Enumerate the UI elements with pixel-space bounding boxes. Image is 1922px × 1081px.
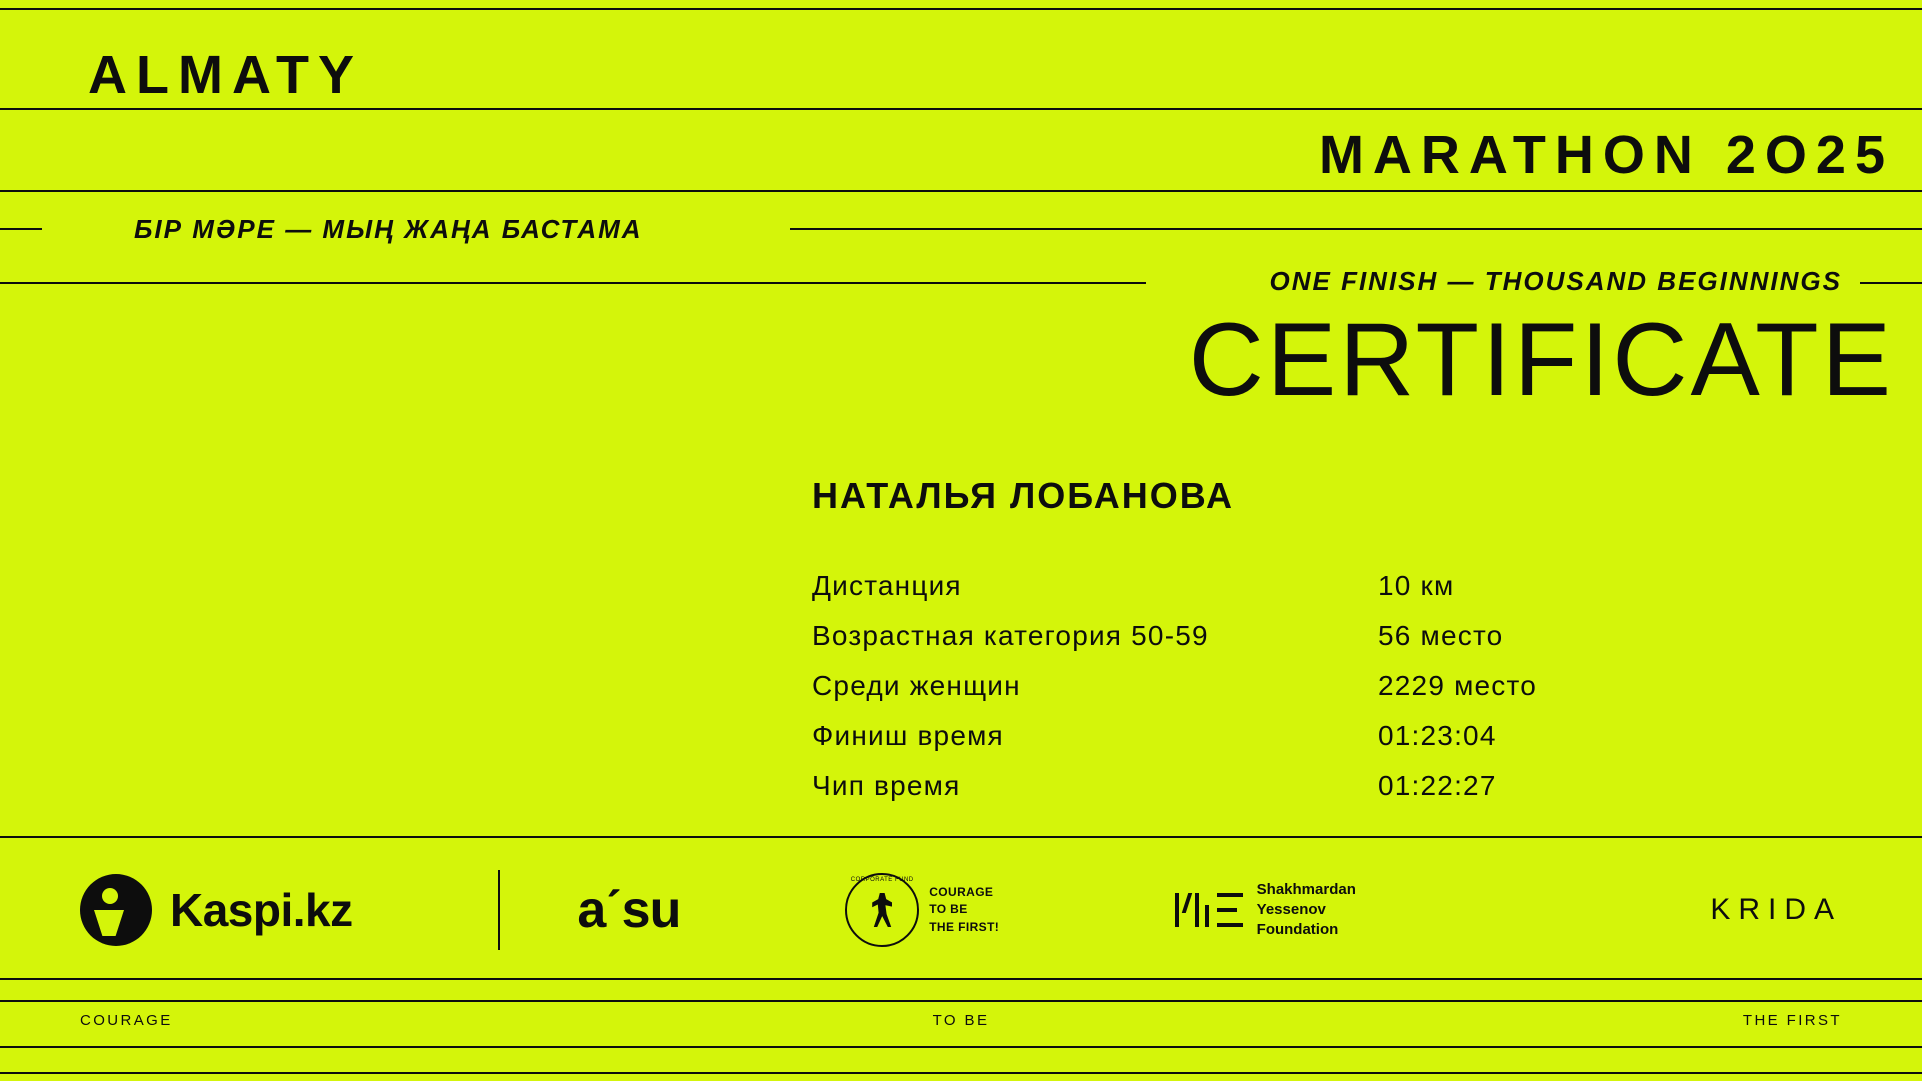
runner-figure-icon [872,893,892,927]
shakhmardan-line-2: Yessenov [1256,901,1326,919]
page-title: CERTIFICATE [1188,302,1894,418]
result-value: 01:22:27 [1378,770,1497,801]
yessenov-logo-icon [1175,887,1245,933]
sponsor-shakhmardan-label [1257,880,1356,939]
divider-line [0,1046,1922,1048]
result-value: 2229 место [1378,670,1537,701]
divider-line [0,190,1922,192]
table-row [812,622,1612,672]
sponsor-courage-label [929,884,999,936]
shakhmardan-line-1: Shakhmardan [1256,881,1356,899]
footer-right: THE FIRST [1742,1012,1842,1029]
sponsor-asu [500,840,759,980]
table-row [812,722,1612,772]
courage-line-1: COURAGE [929,884,994,899]
tagline-kz: БІР МӘРЕ — МЫҢ ЖАҢА БАСТАМА [134,216,657,242]
athlete-name: НАТАЛЬЯ ЛОБАНОВА [812,475,1234,516]
footer-center: TO BE [932,1012,990,1029]
divider-line [1860,282,1922,284]
table-row [812,672,1612,722]
shakhmardan-line-3: Foundation [1256,920,1339,938]
sponsor-krida-label: KRIDA [1710,893,1842,926]
event-name: MARATHON 2O25 [1318,125,1894,185]
kaspi-logo-icon [80,874,152,946]
divider-line [0,282,1146,284]
result-label: Дистанция [812,570,962,601]
tagline-en: ONE FINISH — THOUSAND BEGINNINGS [1256,268,1856,294]
sponsor-shakhmardan [1086,840,1444,980]
sponsor-courage-fund [758,840,1086,980]
event-city: ALMATY [88,45,363,105]
sponsor-asu-label: aˊsu [577,881,681,939]
courage-line-2: TO BE [929,902,968,917]
table-row [812,572,1612,622]
footer [0,1012,1922,1029]
result-label: Финиш время [812,720,1004,751]
table-row [812,772,1612,822]
sponsor-kaspi [0,840,498,980]
footer-left: COURAGE [80,1012,173,1029]
divider-line [0,108,1922,110]
divider-line [790,228,1922,230]
divider-line [0,8,1922,10]
results-table [812,572,1612,822]
divider-line [0,1000,1922,1002]
divider-line [0,228,42,230]
result-value: 01:23:04 [1378,720,1497,751]
sponsor-krida [1444,840,1922,980]
result-label: Возрастная категория 50-59 [812,620,1209,651]
result-label: Чип время [812,770,961,801]
sponsor-band [0,840,1922,980]
divider-line [0,836,1922,838]
result-value: 56 место [1378,620,1504,651]
courage-seal-icon [845,873,919,947]
courage-line-3: THE FIRST! [929,919,1000,934]
divider-line [0,1072,1922,1074]
result-label: Среди женщин [812,670,1021,701]
sponsor-kaspi-label: Kaspi.kz [170,884,353,936]
courage-micro-label: CORPORATE FUND [850,877,914,883]
result-value: 10 км [1378,570,1455,601]
